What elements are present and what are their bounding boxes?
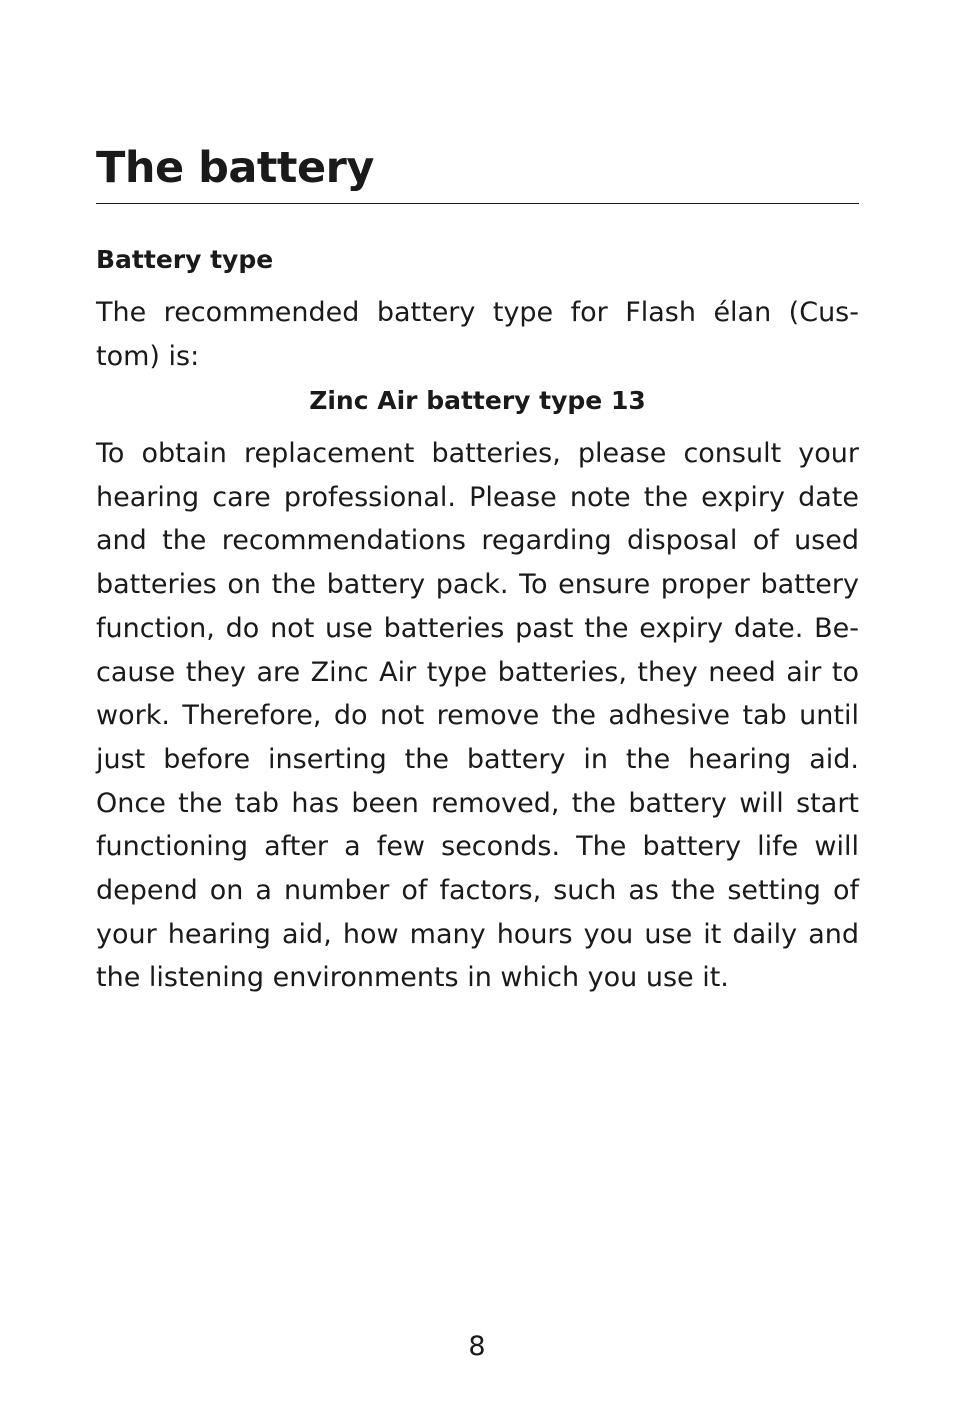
- title-divider: [96, 203, 859, 204]
- battery-type-callout: Zinc Air battery type 13: [309, 386, 646, 415]
- body-paragraph: To obtain replacement batteries, please consult your hearing care professional. Please note the expiry date and the recommendations regarding disposal of used batteries on the battery pack. To ensure proper battery function, do not use batteries past the expiry date. Be-cause they are Zinc Air type batteries, they need air to work. Therefore, do not remove the adhesive tab until just before inserting the battery in the hearing aid. Once the tab has been removed, the battery will start functioning after a few seconds. The battery life will depend on a number of factors, such as the setting of your hearing aid, how many hours you use it daily and the listening environments in which you use it.: [96, 438, 859, 994]
- intro-paragraph: The recommended battery type for Flash élan (Cus-tom) is:: [96, 297, 859, 372]
- page-title: The battery: [96, 143, 374, 193]
- section-heading: Battery type: [96, 245, 274, 274]
- page-number: 8: [468, 1331, 486, 1362]
